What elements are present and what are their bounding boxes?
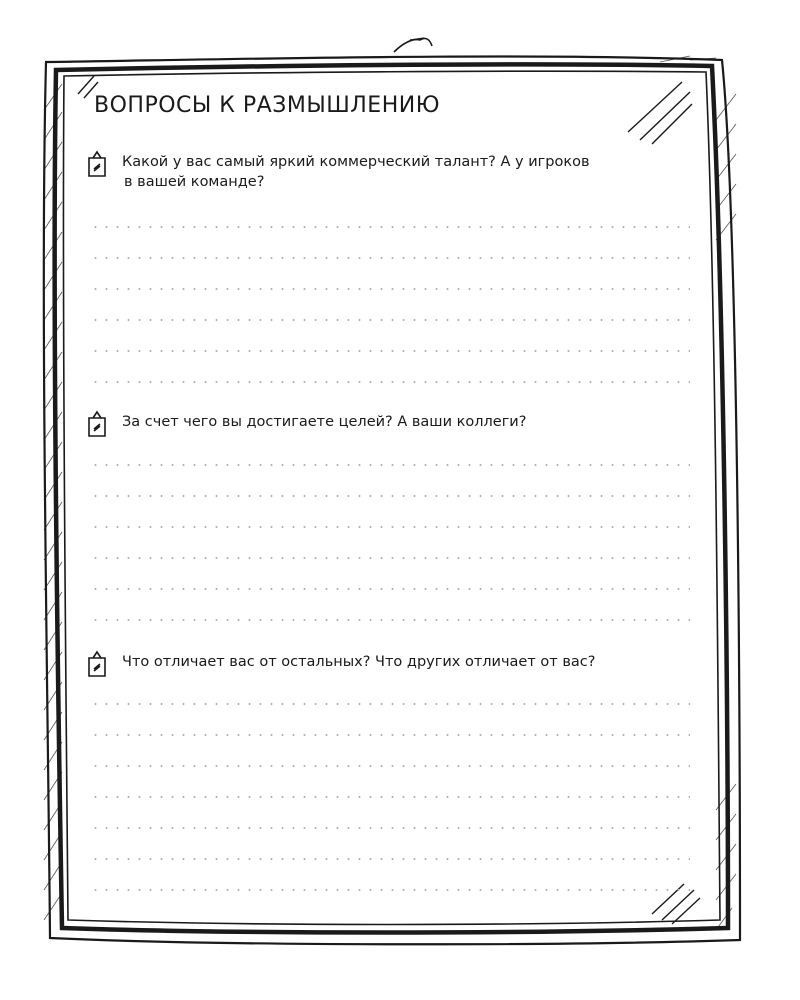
answer-line[interactable] xyxy=(90,226,690,228)
answer-line[interactable] xyxy=(90,464,690,466)
answer-line[interactable] xyxy=(90,734,690,736)
clipboard-icon xyxy=(86,410,108,438)
answer-line[interactable] xyxy=(90,765,690,767)
answer-line[interactable] xyxy=(90,319,690,321)
answer-line[interactable] xyxy=(90,703,690,705)
question-line: Что отличает вас от остальных? Что других отличает от вас? xyxy=(122,654,596,670)
answer-line[interactable] xyxy=(90,350,690,352)
answer-line[interactable] xyxy=(90,257,690,259)
answer-line[interactable] xyxy=(90,827,690,829)
question-line: За счет чего вы достигаете целей? А ваши коллеги? xyxy=(122,414,527,430)
page-title: ВОПРОСЫ К РАЗМЫШЛЕНИЮ xyxy=(94,93,440,118)
answer-line[interactable] xyxy=(90,495,690,497)
clipboard-icon xyxy=(86,650,108,678)
answer-line[interactable] xyxy=(90,526,690,528)
answer-line[interactable] xyxy=(90,889,690,891)
answer-line[interactable] xyxy=(90,381,690,383)
clipboard-icon xyxy=(86,150,108,178)
question-text xyxy=(122,652,702,672)
question-text xyxy=(122,412,702,432)
answer-line[interactable] xyxy=(90,858,690,860)
answer-line[interactable] xyxy=(90,796,690,798)
question-text xyxy=(122,152,702,192)
question-line: Какой у вас самый яркий коммерческий талант? А у игроков xyxy=(122,154,590,170)
answer-line[interactable] xyxy=(90,619,690,621)
answer-line[interactable] xyxy=(90,588,690,590)
answer-line[interactable] xyxy=(90,557,690,559)
answer-line[interactable] xyxy=(90,288,690,290)
question-line: в вашей команде? xyxy=(124,174,265,190)
